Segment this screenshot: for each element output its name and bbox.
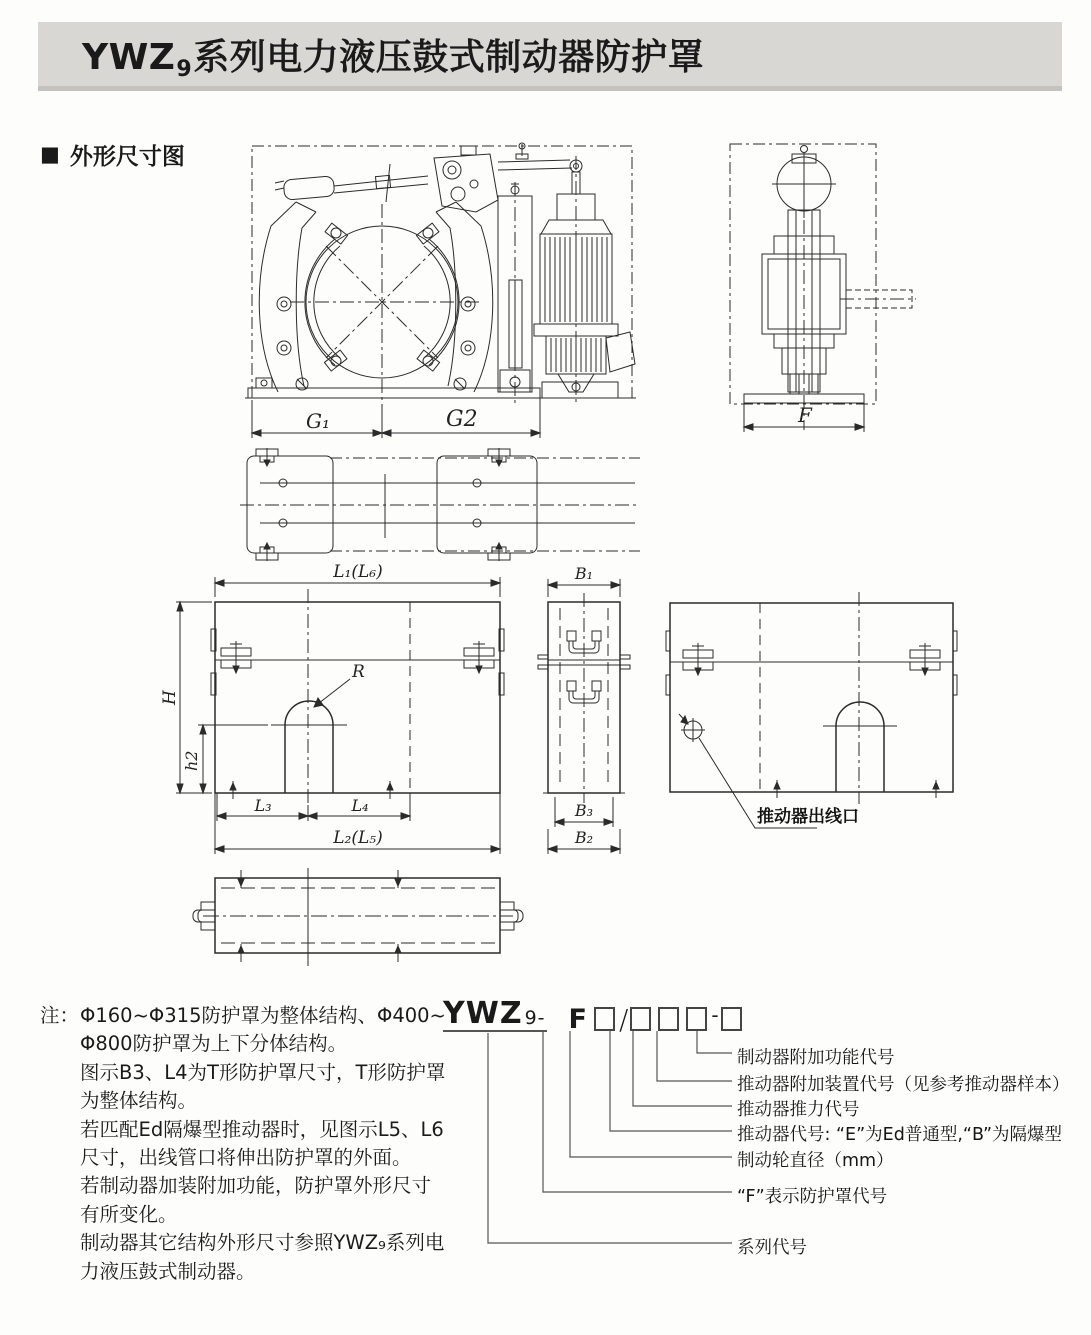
dim-label-h2: h2 xyxy=(182,750,201,771)
dim-label-g1: G₁ xyxy=(306,409,330,433)
model-series-prefix: YWZ xyxy=(443,996,523,1031)
title-prefix: YWZ xyxy=(82,36,176,78)
model-series-subscript: 9 xyxy=(524,1007,537,1029)
dim-label-l1: L₁(L₆) xyxy=(333,562,383,582)
note-line: 制动器其它结构外形尺寸参照YWZ₉系列电 xyxy=(80,1231,445,1255)
dim-label-g2: G2 xyxy=(446,407,478,432)
model-label-cover-code: “F”表示防护罩代号 xyxy=(737,1187,888,1207)
model-dash: - xyxy=(711,1003,719,1027)
section-heading-label: 外形尺寸图 xyxy=(69,144,185,170)
note-line: 力液压鼓式制动器。 xyxy=(80,1259,256,1283)
dim-label-b2: B₂ xyxy=(574,828,594,847)
brake-side-view-drawing xyxy=(700,140,920,440)
section-heading xyxy=(40,138,185,171)
note-line: Φ160~Φ315防护罩为整体结构、Φ400~ xyxy=(80,1004,446,1027)
note-line: 若制动器加装附加功能，防护罩外形尺寸 xyxy=(80,1174,432,1198)
notes-label: 注： xyxy=(40,1004,80,1027)
model-label-brake-function: 制动器附加功能代号 xyxy=(737,1048,895,1068)
model-label-series-code: 系列代号 xyxy=(737,1238,807,1258)
note-line: 若匹配Ed隔爆型推动器时，见图示L5、L6 xyxy=(80,1117,444,1141)
dim-label-l2: L₂(L₅) xyxy=(333,828,383,848)
dim-label-f: F xyxy=(798,403,812,427)
cover-top-view-drawing xyxy=(240,448,640,563)
dim-label-h: H xyxy=(160,690,180,705)
page-title xyxy=(82,29,704,80)
model-cover-code: F xyxy=(568,1004,587,1035)
dim-label-l4: L₄ xyxy=(351,796,369,815)
model-slash: / xyxy=(618,1003,629,1036)
note-line: 尺寸，出线管口将伸出防护罩的外面。 xyxy=(80,1146,412,1170)
cover-side-view-drawing xyxy=(533,553,643,858)
note-line: Φ800防护罩为上下分体结构。 xyxy=(80,1032,348,1056)
model-label-thruster-force: 推动器推力代号 xyxy=(737,1100,860,1120)
title-subscript: 9 xyxy=(176,56,193,82)
square-bullet-icon: ■ xyxy=(40,142,60,166)
note-line: 有所变化。 xyxy=(80,1202,178,1226)
note-line: 图示B3、L4为T形防护罩尺寸，T形防护罩 xyxy=(80,1060,446,1084)
model-label-thruster-attachment: 推动器附加装置代号（见参考推动器样本） xyxy=(737,1075,1070,1095)
page-header-bar xyxy=(38,22,1062,91)
cover-back-view-drawing xyxy=(655,580,965,850)
notes-block xyxy=(40,1002,470,1286)
note-line: 为整体结构。 xyxy=(80,1089,198,1113)
dim-label-b1: B₁ xyxy=(574,564,594,583)
model-label-thruster-type: 推动器代号: “E”为Ed普通型,“B”为隔爆型 xyxy=(737,1125,1063,1145)
brake-front-view-drawing xyxy=(240,142,660,452)
dim-label-b3: B₃ xyxy=(574,801,594,820)
cover-bottom-view-drawing xyxy=(193,866,523,971)
thruster-outlet-label: 推动器出线口 xyxy=(757,807,859,827)
cover-front-view-drawing xyxy=(160,553,513,858)
dim-label-r: R xyxy=(352,662,365,682)
notes-body xyxy=(80,1002,446,1286)
model-connector-lines xyxy=(440,1025,740,1260)
model-label-wheel-diameter: 制动轮直径（mm） xyxy=(737,1151,894,1171)
dim-label-l3: L₃ xyxy=(254,796,272,815)
model-series-dash: - xyxy=(537,1007,545,1029)
title-suffix: 系列电力液压鼓式制动器防护罩 xyxy=(193,36,705,78)
